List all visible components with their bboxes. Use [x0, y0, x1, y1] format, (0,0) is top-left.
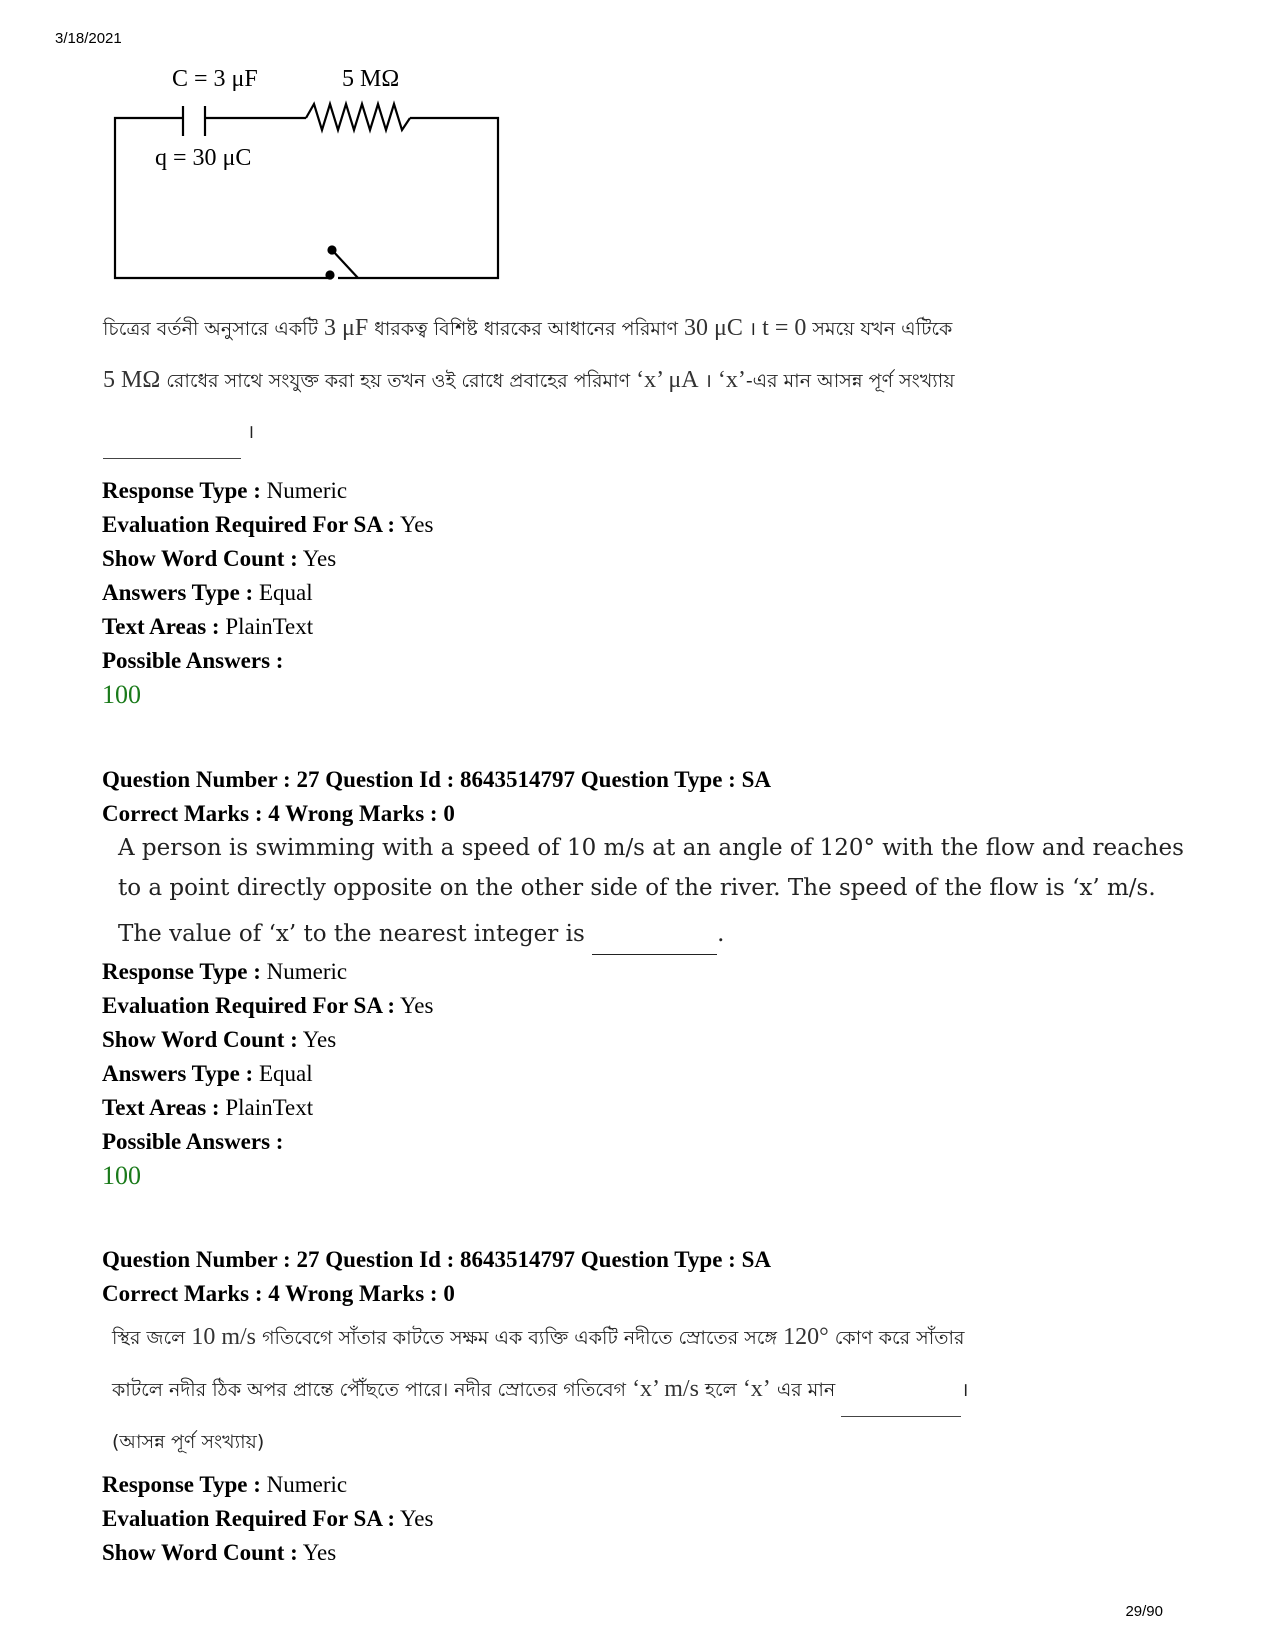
question-meta-26: Response Type : Numeric Evaluation Required For SA : Yes Show Word Count : Yes Answers Type : Equal Text Areas : PlainText Possible Answers : 100: [102, 474, 433, 712]
question-meta-27-en: Response Type : Numeric Evaluation Required For SA : Yes Show Word Count : Yes Answers Type : Equal Text Areas : PlainText Possible Answers : 100: [102, 955, 433, 1193]
charge-label: q = 30 μC: [155, 145, 252, 171]
switch-symbol: [327, 247, 359, 279]
question-line: ।: [103, 407, 955, 459]
question-line: স্থির জলে 10 m/s গতিবেগে সাঁতার কাটতে সক্ষম এক ব্যক্তি একটি নদীতে স্রোতের সঙ্গে 120° কোণ করে সাঁতার: [112, 1324, 965, 1350]
question-meta-27-bn: Response Type : Numeric Evaluation Required For SA : Yes Show Word Count : Yes: [102, 1472, 434, 1565]
question-header-27-bn: Question Number : 27 Question Id : 8643514797 Question Type : SA Correct Marks : 4 Wrong Marks : 0: [102, 1247, 771, 1306]
page-number: 29/90: [1125, 1603, 1163, 1620]
answer-blank: [841, 1365, 961, 1417]
question-text-bengali-26: [103, 303, 955, 459]
capacitance-label: C = 3 μF: [172, 66, 258, 92]
question-text-bengali-27: [112, 1312, 968, 1468]
possible-answer: 100: [102, 1161, 141, 1190]
question-line: চিত্রের বর্তনী অনুসারে একটি 3 μF ধারকত্ব বিশিষ্ট ধারকের আধানের পরিমাণ 30 μC । t = 0 সময়ে যখন এটিকে: [103, 315, 953, 341]
possible-answer: 100: [102, 680, 141, 709]
resistance-label: 5 MΩ: [342, 66, 400, 92]
question-line: (আসন্ন পূর্ণ সংখ্যায়): [112, 1431, 265, 1453]
header-date: 3/18/2021: [55, 30, 122, 47]
question-text-english-27: [118, 828, 1184, 955]
question-line: A person is swimming with a speed of 10 m/s at an angle of 120° with the flow and reaches: [118, 835, 1184, 861]
question-header-27-en: Question Number : 27 Question Id : 8643514797 Question Type : SA Correct Marks : 4 Wrong Marks : 0: [102, 767, 771, 826]
circuit-wires: [115, 104, 498, 278]
question-line: 5 MΩ রোধের সাথে সংযুক্ত করা হয় তখন ওই রোধে প্রবাহের পরিমাণ ‘x’ μA । ‘x’-এর মান আসন্ন পূর্ণ সংখ্যায়: [103, 367, 955, 393]
circuit-diagram: [110, 60, 530, 300]
question-line: to a point directly opposite on the other side of the river. The speed of the flow is ‘x’ m/s.: [118, 875, 1156, 901]
question-line: কাটলে নদীর ঠিক অপর প্রান্তে পৌঁছতে পারে। নদীর স্রোতের গতিবেগ ‘x’ m/s হলে ‘x’ এর মান ।: [112, 1364, 968, 1417]
answer-blank: [103, 407, 241, 459]
answer-blank: [592, 914, 717, 955]
capacitor-symbol: [183, 106, 205, 136]
question-line: The value of ‘x’ to the nearest integer is .: [118, 914, 1184, 955]
